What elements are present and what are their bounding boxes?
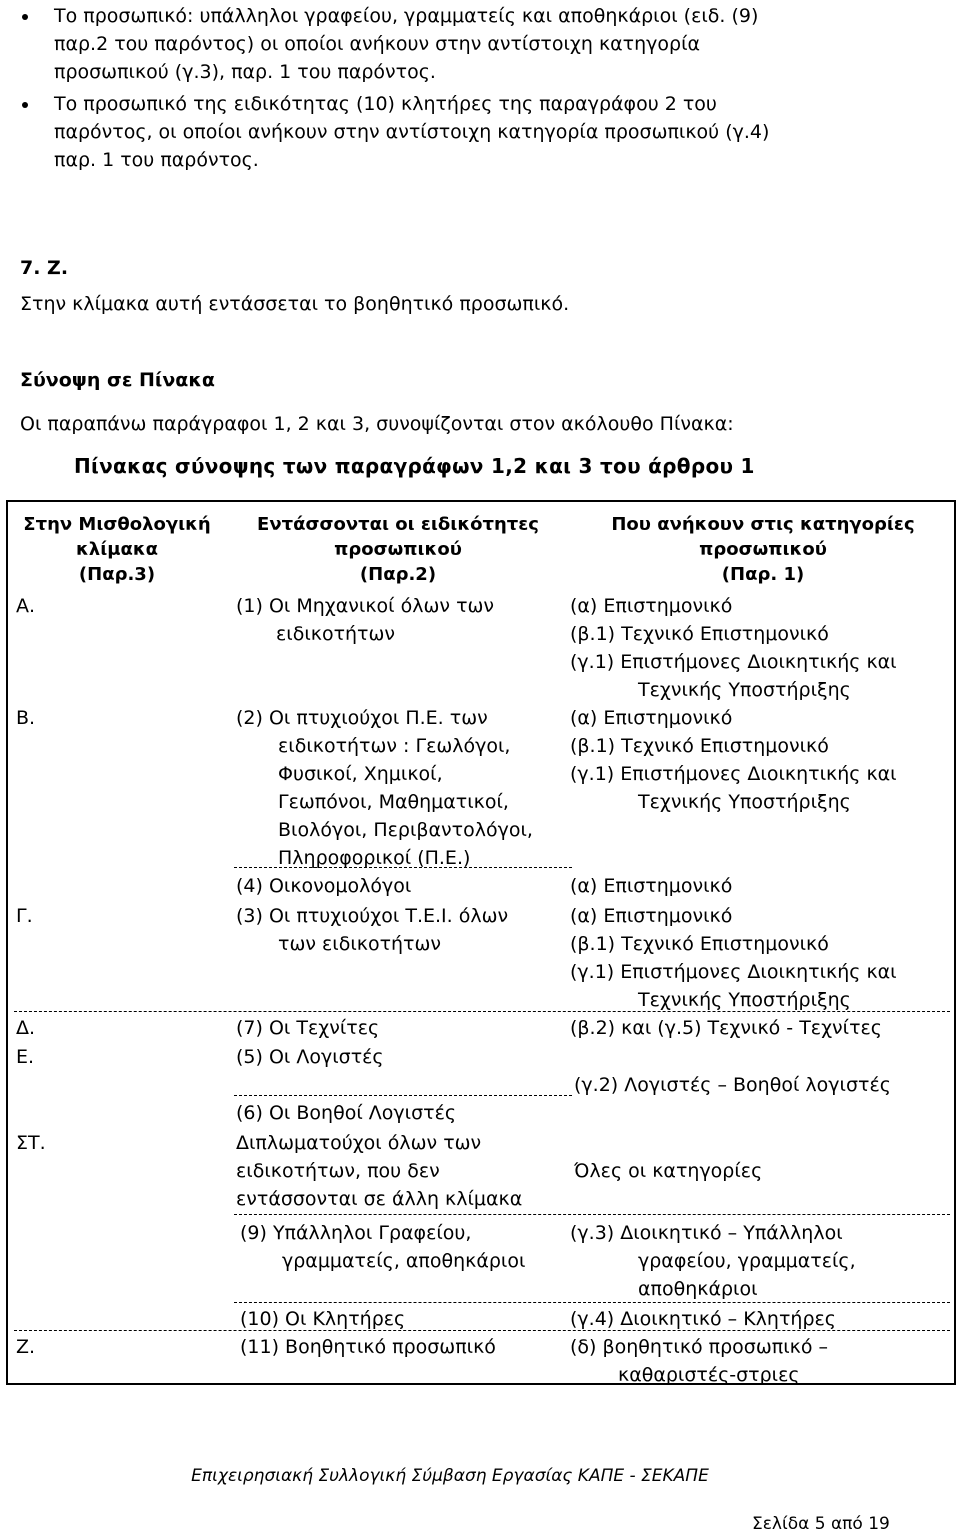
category-line: Τεχνικής Υποστήριξης — [638, 791, 851, 813]
specialty-line: (3) Οι πτυχιούχοι Τ.Ε.Ι. όλων — [236, 905, 509, 927]
category-line: (β.1) Τεχνικό Επιστημονικό — [570, 623, 829, 645]
row-category: (γ.4) Διοικητικό – Κλητήρες — [570, 1308, 836, 1330]
table-title: Πίνακας σύνοψης των παραγράφων 1,2 και 3 του άρθρου 1 — [74, 454, 755, 478]
row-specialty — [236, 592, 556, 648]
specialty-line: ειδικοτήτων — [276, 623, 396, 645]
row-divider — [234, 1302, 950, 1303]
category-line: (δ) βοηθητικό προσωπικό – — [570, 1336, 828, 1358]
row-divider — [234, 867, 572, 868]
row-divider — [234, 1095, 572, 1096]
row-scale-label: ΣΤ. — [16, 1132, 46, 1154]
specialty-line: Βιολόγοι, Περιβαντολόγοι, — [278, 819, 533, 841]
row-category — [570, 1219, 950, 1303]
bullet-text-line: παρ.2 του παρόντος) οι οποίοι ανήκουν στην αντίστοιχη κατηγορία — [54, 33, 701, 55]
category-line: (γ.1) Επιστήμονες Διοικητικής και — [570, 651, 897, 673]
row-category — [570, 1333, 950, 1389]
row-divider — [234, 1214, 950, 1215]
bullet-text-line: Το προσωπικό της ειδικότητας (10) κλητήρες της παραγράφου 2 του — [54, 93, 717, 115]
specialty-line: Πληροφορικοί (Π.Ε.) — [278, 847, 471, 869]
header-line: Στην Μισθολογική — [23, 514, 211, 535]
bullet-text-line: προσωπικού (γ.3), παρ. 1 του παρόντος. — [54, 61, 436, 83]
row-scale-label: Δ. — [16, 1017, 36, 1039]
bullet-text-line: παρόντος, οι οποίοι ανήκουν στην αντίστοιχη κατηγορία προσωπικού (γ.4) — [54, 121, 770, 143]
summary-heading: Σύνοψη σε Πίνακα — [20, 369, 215, 391]
row-scale-label: Γ. — [16, 905, 33, 927]
row-specialty: (10) Οι Κλητήρες — [240, 1308, 406, 1330]
summary-table — [6, 500, 956, 1385]
category-line: αποθηκάριοι — [638, 1278, 758, 1300]
row-specialty: (4) Οικονομολόγοι — [236, 875, 412, 897]
row-specialty — [240, 1219, 560, 1275]
category-line: (α) Επιστημονικό — [570, 595, 733, 617]
row-divider — [14, 1330, 950, 1331]
bullet-dot — [22, 102, 28, 108]
header-line: προσωπικού — [334, 539, 462, 560]
specialty-line: ειδικοτήτων : Γεωλόγοι, — [278, 735, 511, 757]
bullet-text-line: Το προσωπικό: υπάλληλοι γραφείου, γραμματείς και αποθηκάριοι (ειδ. (9) — [54, 5, 759, 27]
row-category: (γ.2) Λογιστές – Βοηθοί λογιστές — [574, 1074, 891, 1096]
bullet-item — [20, 2, 960, 86]
specialty-line: εντάσσονται σε άλλη κλίμακα — [236, 1188, 523, 1210]
specialty-line: Διπλωματούχοι όλων των — [236, 1132, 482, 1154]
row-category — [570, 902, 950, 1014]
specialty-line: των ειδικοτήτων — [278, 933, 442, 955]
category-line: (α) Επιστημονικό — [570, 905, 733, 927]
category-line: (β.1) Τεχνικό Επιστημονικό — [570, 735, 829, 757]
row-specialty — [236, 1129, 556, 1213]
specialty-line: γραμματείς, αποθηκάριοι — [282, 1250, 526, 1272]
summary-intro: Οι παραπάνω παράγραφοι 1, 2 και 3, συνοψίζονται στον ακόλουθο Πίνακα: — [20, 413, 734, 435]
row-specialty: (5) Οι Λογιστές — [236, 1046, 384, 1068]
category-line: (γ.3) Διοικητικό – Υπάλληλοι — [570, 1222, 843, 1244]
category-line: (γ.1) Επιστήμονες Διοικητικής και — [570, 961, 897, 983]
header-line: (Παρ.3) — [78, 564, 156, 585]
specialty-line: (2) Οι πτυχιούχοι Π.Ε. των — [236, 707, 488, 729]
row-specialty: (6) Οι Βοηθοί Λογιστές — [236, 1102, 456, 1124]
header-categories — [574, 512, 952, 587]
bullet-dot — [22, 14, 28, 20]
section-text: Στην κλίμακα αυτή εντάσσεται το βοηθητικό προσωπικό. — [20, 293, 570, 315]
category-line: (γ.1) Επιστήμονες Διοικητικής και — [570, 763, 897, 785]
header-line: (Παρ.2) — [359, 564, 437, 585]
specialty-line: Φυσικοί, Χημικοί, — [278, 763, 443, 785]
specialty-line: Γεωπόνοι, Μαθηματικοί, — [278, 791, 509, 813]
bullet-text-line: παρ. 1 του παρόντος. — [54, 149, 259, 171]
page-number: Σελίδα 5 από 19 — [752, 1514, 890, 1534]
row-scale-label: Β. — [16, 707, 36, 729]
page-footer: Επιχειρησιακή Συλλογική Σύμβαση Εργασίας ΚΑΠΕ - ΣΕΚΑΠΕ — [191, 1466, 709, 1486]
row-divider — [14, 1011, 950, 1012]
category-line: (β.1) Τεχνικό Επιστημονικό — [570, 933, 829, 955]
category-line: Τεχνικής Υποστήριξης — [638, 679, 851, 701]
header-line: (Παρ. 1) — [721, 564, 805, 585]
header-line: προσωπικού — [699, 539, 827, 560]
specialty-line: ειδικοτήτων, που δεν — [236, 1160, 440, 1182]
row-specialty — [236, 902, 556, 958]
row-specialty: (11) Βοηθητικό προσωπικό — [240, 1336, 496, 1358]
row-category — [570, 704, 950, 816]
row-specialty — [236, 704, 556, 872]
header-line: Εντάσσονται οι ειδικότητες — [257, 514, 539, 535]
row-category: (β.2) και (γ.5) Τεχνικό - Τεχνίτες — [570, 1017, 882, 1039]
row-scale-label: Ε. — [16, 1046, 35, 1068]
specialty-line: (9) Υπάλληλοι Γραφείου, — [240, 1222, 472, 1244]
category-line: Τεχνικής Υποστήριξης — [638, 989, 851, 1011]
category-line: γραφείου, γραμματείς, — [638, 1250, 856, 1272]
category-line: (α) Επιστημονικό — [570, 707, 733, 729]
row-category: (α) Επιστημονικό — [570, 875, 733, 897]
header-line: κλίμακα — [76, 539, 158, 560]
bullet-list — [20, 2, 960, 178]
category-line: καθαριστές-στριες — [618, 1364, 800, 1386]
row-category: Όλες οι κατηγορίες — [574, 1160, 763, 1182]
row-scale-label: Α. — [16, 595, 36, 617]
row-category — [570, 592, 950, 704]
specialty-line: (1) Οι Μηχανικοί όλων των — [236, 595, 495, 617]
section-heading: 7. Ζ. — [20, 257, 69, 279]
header-scale — [12, 512, 222, 587]
bullet-item — [20, 90, 960, 174]
header-specialties — [236, 512, 560, 587]
row-specialty: (7) Οι Τεχνίτες — [236, 1017, 380, 1039]
row-scale-label: Ζ. — [16, 1336, 36, 1358]
header-line: Που ανήκουν στις κατηγορίες — [611, 514, 915, 535]
